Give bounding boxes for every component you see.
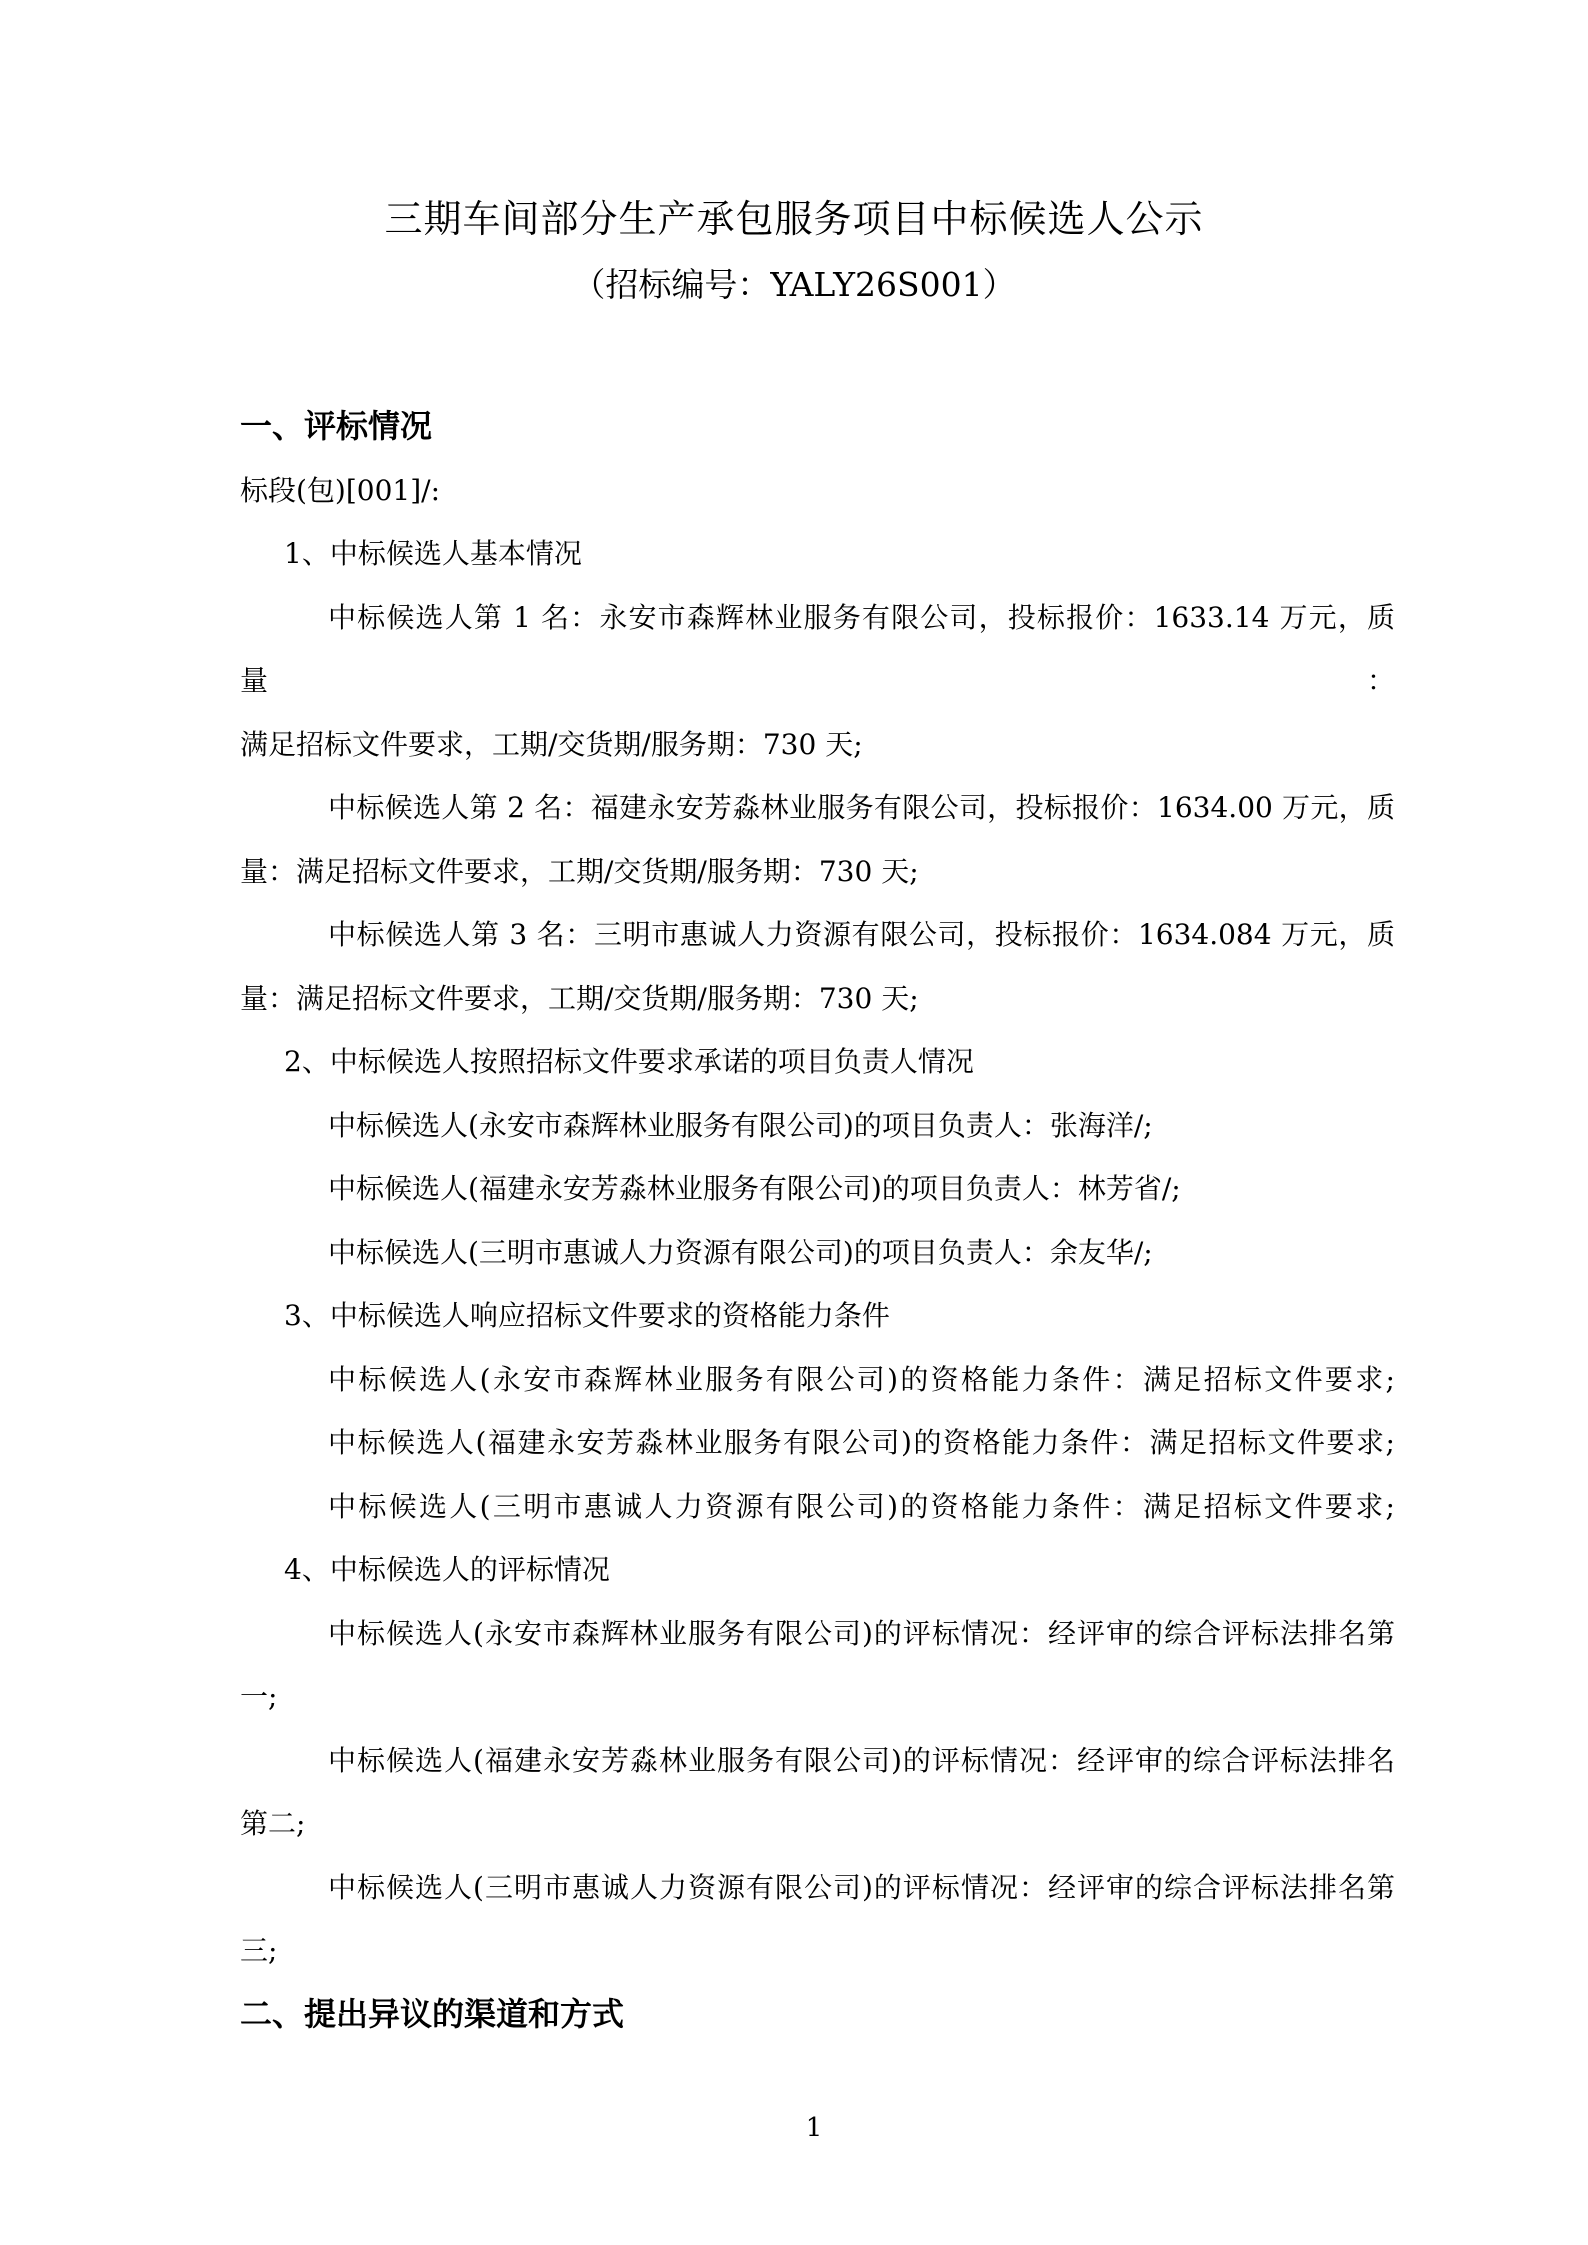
project-leader-line-1: 中标候选人(永安市森辉林业服务有限公司)的项目负责人：张海洋/; — [328, 1108, 1153, 1142]
candidate-2-line-1: 中标候选人第 2 名：福建永安芳淼林业服务有限公司，投标报价：1634.00 万元，质 — [328, 791, 1395, 824]
evaluation-3-line-2: 三; — [240, 1934, 278, 1967]
document-title: 三期车间部分生产承包服务项目中标候选人公示 — [384, 197, 1204, 241]
page-footer — [0, 2108, 1588, 2148]
item-4-label: 4、中标候选人的评标情况 — [284, 1553, 610, 1586]
qualification-line-3: 中标候选人(三明市惠诚人力资源有限公司)的资格能力条件：满足招标文件要求; — [328, 1489, 1395, 1523]
section-1-heading: 一、评标情况 — [240, 407, 433, 445]
candidate-3-line-2: 量：满足招标文件要求，工期/交货期/服务期：730 天; — [240, 981, 919, 1015]
candidate-1-line-2: 满足招标文件要求，工期/交货期/服务期：730 天; — [240, 727, 863, 761]
qualification-line-1: 中标候选人(永安市森辉林业服务有限公司)的资格能力条件：满足招标文件要求; — [328, 1362, 1395, 1396]
document-subtitle: （招标编号：YALY26S001） — [572, 265, 1016, 304]
evaluation-3-line-1: 中标候选人(三明市惠诚人力资源有限公司)的评标情况：经评审的综合评标法排名第 — [328, 1870, 1395, 1904]
evaluation-2-line-2: 第二; — [240, 1807, 306, 1840]
evaluation-1-line-2: 一; — [240, 1680, 278, 1713]
title-block — [0, 186, 1588, 318]
item-3-label: 3、中标候选人响应招标文件要求的资格能力条件 — [284, 1299, 890, 1332]
item-2-label: 2、中标候选人按照招标文件要求承诺的项目负责人情况 — [284, 1045, 974, 1078]
lot-label: 标段(包)[001]/: — [240, 473, 441, 507]
document-body — [240, 395, 1395, 2046]
project-leader-line-3: 中标候选人(三明市惠诚人力资源有限公司)的项目负责人：余友华/; — [328, 1235, 1153, 1269]
evaluation-2-line-1: 中标候选人(福建永安芳淼林业服务有限公司)的评标情况：经评审的综合评标法排名 — [328, 1743, 1395, 1777]
candidate-1-line-1: 中标候选人第 1 名：永安市森辉林业服务有限公司，投标报价：1633.14 万元，质量： — [240, 600, 1395, 697]
project-leader-line-2: 中标候选人(福建永安芳淼林业服务有限公司)的项目负责人：林芳省/; — [328, 1172, 1181, 1205]
evaluation-1-line-1: 中标候选人(永安市森辉林业服务有限公司)的评标情况：经评审的综合评标法排名第 — [328, 1616, 1395, 1650]
candidate-3-line-1: 中标候选人第 3 名：三明市惠诚人力资源有限公司，投标报价：1634.084 万元，质 — [328, 918, 1395, 951]
item-1-label: 1、中标候选人基本情况 — [284, 537, 582, 570]
qualification-line-2: 中标候选人(福建永安芳淼林业服务有限公司)的资格能力条件：满足招标文件要求; — [328, 1426, 1395, 1459]
candidate-2-line-2: 量：满足招标文件要求，工期/交货期/服务期：730 天; — [240, 854, 919, 888]
section-2-heading: 二、提出异议的渠道和方式 — [240, 1994, 625, 2033]
page-number: 1 — [805, 2113, 823, 2143]
